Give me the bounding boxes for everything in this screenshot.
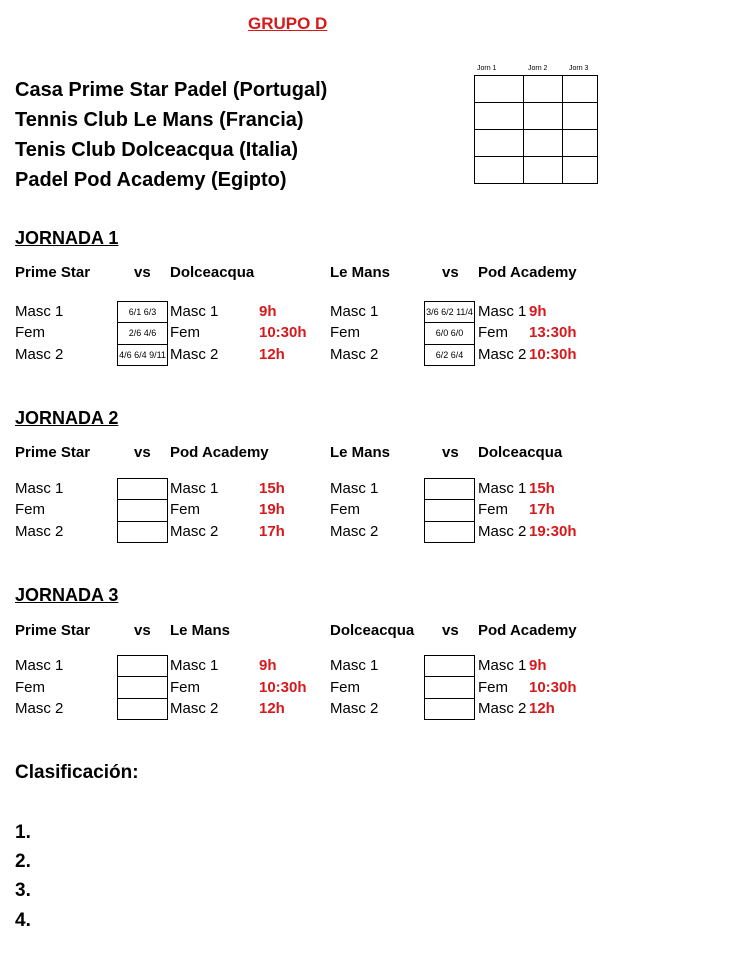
home-category: Masc 2 [15, 523, 64, 540]
jornada-title: JORNADA 2 [15, 408, 119, 428]
grid-cell [475, 157, 524, 184]
home-team: Prime Star [15, 264, 91, 281]
home-category: Masc 1 [15, 303, 64, 320]
home-category: Masc 1 [15, 657, 64, 674]
grid-cell [524, 76, 563, 103]
home-category: Masc 2 [330, 523, 379, 540]
home-category: Masc 2 [330, 700, 379, 717]
match-time: 9h [259, 657, 277, 674]
away-category: Masc 1 [170, 480, 219, 497]
home-category: Masc 1 [330, 657, 379, 674]
away-category: Masc 1 [170, 303, 219, 320]
match-time: 9h [529, 657, 547, 674]
result-score: 3/6 6/2 11/4 [425, 302, 474, 323]
match-time: 19:30h [529, 523, 577, 540]
result-score: 2/6 4/6 [118, 323, 167, 344]
match-time: 10:30h [529, 679, 577, 696]
grid-header: Jorn 3 [569, 65, 589, 72]
team-name: Padel Pod Academy (Egipto) [15, 169, 287, 191]
grid-cell [475, 76, 524, 103]
match-time: 19h [259, 501, 285, 518]
vs-label: vs [442, 264, 459, 281]
grid-cell [563, 157, 598, 184]
match-time: 9h [259, 303, 277, 320]
result-score [425, 677, 474, 698]
away-team: Dolceacqua [478, 444, 563, 461]
away-category: Masc 1 [478, 657, 527, 674]
result-box[interactable] [117, 478, 168, 543]
away-category: Fem [170, 501, 200, 518]
away-category: Masc 2 [478, 700, 527, 717]
grid-cell [563, 103, 598, 130]
home-category: Fem [15, 679, 45, 696]
home-category: Fem [15, 324, 45, 341]
match-time: 17h [259, 523, 285, 540]
result-box [117, 301, 168, 366]
grid-row [475, 76, 598, 103]
match-time: 17h [529, 501, 555, 518]
match-time: 9h [529, 303, 547, 320]
position-label: 3. [15, 880, 31, 901]
result-score: 4/6 6/4 9/11 [119, 349, 166, 360]
clasificacion-title: Clasificación: [15, 762, 139, 783]
result-score: 6/1 6/3 [118, 302, 167, 323]
vs-label: vs [442, 444, 459, 461]
match-time: 10:30h [259, 324, 307, 341]
team-name: Tennis Club Le Mans (Francia) [15, 109, 304, 131]
grid-header: Jorn 1 [477, 65, 497, 72]
result-box [424, 301, 475, 366]
match-time: 15h [529, 480, 555, 497]
grid-cell [475, 130, 524, 157]
result-score: 6/2 6/4 [435, 349, 464, 360]
away-category: Fem [170, 324, 200, 341]
away-category: Fem [170, 679, 200, 696]
result-score [118, 699, 167, 719]
result-score [425, 479, 474, 500]
result-score [118, 522, 167, 542]
result-score [118, 656, 167, 677]
away-team: Pod Academy [170, 444, 269, 461]
grid-cell [524, 157, 563, 184]
match-time: 12h [259, 700, 285, 717]
result-score [425, 500, 474, 521]
home-category: Masc 2 [330, 346, 379, 363]
position-label: 4. [15, 910, 31, 931]
away-team: Pod Academy [478, 264, 577, 281]
home-category: Fem [330, 324, 360, 341]
away-category: Masc 2 [478, 346, 527, 363]
position-label: 2. [15, 851, 31, 872]
grid-cell [524, 130, 563, 157]
away-category: Fem [478, 501, 508, 518]
result-score [118, 500, 167, 521]
home-category: Fem [15, 501, 45, 518]
away-category: Masc 1 [478, 303, 527, 320]
standings-grid [474, 75, 598, 184]
result-score [425, 656, 474, 677]
team-name: Casa Prime Star Padel (Portugal) [15, 79, 328, 101]
grid-row [475, 130, 598, 157]
away-team: Le Mans [170, 622, 231, 639]
away-category: Fem [478, 324, 508, 341]
grid-row [475, 103, 598, 130]
match-time: 12h [529, 700, 555, 717]
home-category: Masc 2 [15, 700, 64, 717]
home-category: Masc 1 [330, 303, 379, 320]
vs-label: vs [134, 264, 151, 281]
team-name: Tenis Club Dolceacqua (Italia) [15, 139, 299, 161]
group-title: GRUPO D [248, 14, 328, 33]
home-category: Fem [330, 501, 360, 518]
home-category: Fem [330, 679, 360, 696]
grid-cell [563, 76, 598, 103]
result-box[interactable] [117, 655, 168, 720]
away-category: Masc 1 [170, 657, 219, 674]
grid-cell [563, 130, 598, 157]
away-category: Masc 2 [170, 346, 219, 363]
result-box[interactable] [424, 478, 475, 543]
away-category: Masc 2 [478, 523, 527, 540]
jornada-title: JORNADA 3 [15, 585, 119, 605]
match-time: 10:30h [529, 346, 577, 363]
home-team: Dolceacqua [330, 622, 415, 639]
home-category: Masc 1 [15, 480, 64, 497]
result-score [425, 699, 474, 719]
vs-label: vs [134, 444, 151, 461]
away-category: Masc 2 [170, 523, 219, 540]
away-team: Dolceacqua [170, 264, 255, 281]
grid-row [475, 157, 598, 184]
grid-header-row [474, 65, 606, 75]
vs-label: vs [134, 622, 151, 639]
match-time: 12h [259, 346, 285, 363]
jornada-title: JORNADA 1 [15, 228, 119, 248]
grid-header: Jorn 2 [528, 65, 548, 72]
match-time: 10:30h [259, 679, 307, 696]
match-time: 15h [259, 480, 285, 497]
result-score [425, 522, 474, 542]
vs-label: vs [442, 622, 459, 639]
result-box[interactable] [424, 655, 475, 720]
home-team: Le Mans [330, 444, 391, 461]
result-score [118, 479, 167, 500]
home-category: Masc 1 [330, 480, 379, 497]
grid-cell [524, 103, 563, 130]
away-category: Masc 1 [478, 480, 527, 497]
grid-cell [475, 103, 524, 130]
home-team: Le Mans [330, 264, 391, 281]
away-category: Fem [478, 679, 508, 696]
result-score: 6/0 6/0 [425, 323, 474, 344]
away-category: Masc 2 [170, 700, 219, 717]
home-category: Masc 2 [15, 346, 64, 363]
home-team: Prime Star [15, 622, 91, 639]
away-team: Pod Academy [478, 622, 577, 639]
position-label: 1. [15, 822, 31, 843]
result-score [118, 677, 167, 698]
match-time: 13:30h [529, 324, 577, 341]
home-team: Prime Star [15, 444, 91, 461]
